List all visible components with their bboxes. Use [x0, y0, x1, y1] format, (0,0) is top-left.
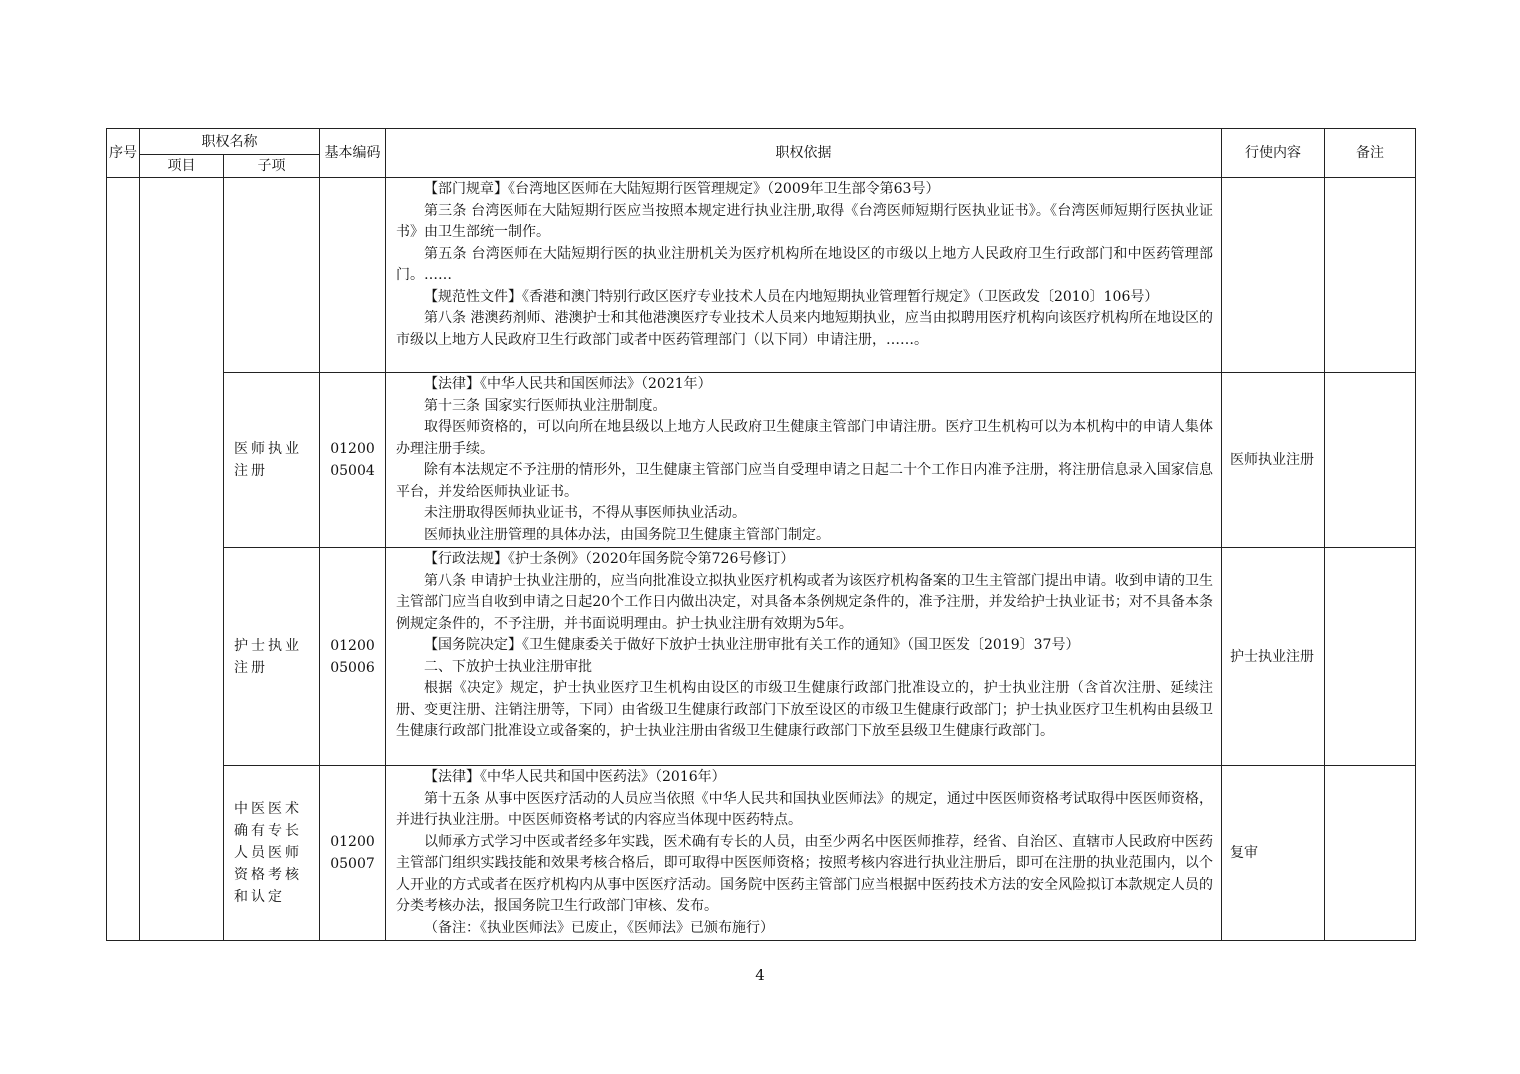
header-remark: 备注	[1325, 129, 1416, 178]
basis-paragraph: 第十五条 从事中医医疗活动的人员应当依照《中华人民共和国执业医师法》的规定，通过中医医师资格考试取得中医医师资格，并进行执业注册。中医医师资格考试的内容应当体现中医药特点。	[396, 790, 1213, 828]
basis-paragraph: 根据《决定》规定，护士执业医疗卫生机构由设区的市级卫生健康行政部门批准设立的，护士执业注册（含首次注册、延续注册、变更注册、注销注册等，下同）由省级卫生健康行政部门下放至设区的市级卫生健康行政部门；护士执业医疗卫生机构由县级卫生健康行政部门批准设立或备案的，护士执业注册由省级卫生健康行政部门下放至县级卫生健康行政部门。	[396, 680, 1213, 739]
code-cell	[320, 548, 386, 766]
subitem-cell	[224, 178, 320, 373]
remark-cell	[1325, 548, 1416, 766]
code-cell	[320, 178, 386, 373]
basis-paragraph: 第八条 申请护士执业注册的，应当向批准设立拟执业医疗机构或者为该医疗机构备案的卫生主管部门提出申请。收到申请的卫生主管部门应当自收到申请之日起20个工作日内做出决定，对具备本条例规定条件的，准予注册，并发给护士执业证书；对不具备本条例规定条件的，不予注册，并书面说明理由。护士执业注册有效期为5年。	[396, 572, 1213, 632]
basis-paragraph: 取得医师资格的，可以向所在地县级以上地方人民政府卫生健康主管部门申请注册。医疗卫生机构可以为本机构中的申请人集体办理注册手续。	[396, 419, 1213, 457]
table-row	[107, 766, 1416, 941]
seq-cell	[107, 178, 140, 941]
basis-paragraph: 【法律】《中华人民共和国医师法》（2021年）	[424, 376, 712, 392]
basis-paragraph: 除有本法规定不予注册的情形外，卫生健康主管部门应当自受理申请之日起二十个工作日内准予注册，将注册信息录入国家信息平台，并发给医师执业证书。	[396, 462, 1213, 500]
authority-table	[106, 128, 1416, 941]
code-cell	[320, 373, 386, 548]
code-value: 0120005007	[330, 834, 375, 872]
basis-paragraph: 【法律】《中华人民共和国中医药法》（2016年）	[424, 769, 726, 785]
basis-paragraph: 【部门规章】《台湾地区医师在大陆短期行医管理规定》（2009年卫生部令第63号）	[424, 181, 940, 197]
basis-cell	[386, 766, 1222, 941]
code-value: 0120005006	[330, 637, 375, 676]
header-basis: 职权依据	[386, 129, 1222, 178]
basis-paragraph: 第八条 港澳药剂师、港澳护士和其他港澳医疗专业技术人员来内地短期执业，应当由拟聘用医疗机构向该医疗机构所在地设区的市级以上地方人民政府卫生行政部门或者中医药管理部门（以下同）申请注册，……。	[396, 310, 1213, 348]
header-content: 行使内容	[1222, 129, 1325, 178]
subitem-cell: 医师执业注册	[224, 373, 320, 548]
code-cell	[320, 766, 386, 941]
code-value: 0120005004	[330, 441, 375, 479]
basis-paragraph: 医师执业注册管理的具体办法，由国务院卫生健康主管部门制定。	[424, 526, 830, 543]
content-cell: 护士执业注册	[1222, 548, 1325, 766]
table-row	[107, 373, 1416, 548]
header-name-group: 职权名称	[140, 129, 320, 155]
header-subitem: 子项	[224, 155, 320, 178]
page-number: 4	[755, 966, 765, 984]
basis-paragraph: 第五条 台湾医师在大陆短期行医的执业注册机关为医疗机构所在地设区的市级以上地方人民政府卫生行政部门和中医药管理部门。……	[396, 245, 1213, 283]
content-cell: 医师执业注册	[1222, 373, 1325, 548]
table-row	[107, 178, 1416, 373]
subitem-cell: 护士执业注册	[224, 548, 320, 766]
basis-paragraph: 二、下放护士执业注册审批	[424, 658, 592, 675]
basis-cell	[386, 178, 1222, 373]
basis-cell	[386, 548, 1222, 766]
basis-paragraph: 【行政法规】《护士条例》（2020年国务院令第726号修订）	[424, 551, 795, 567]
table-row	[107, 548, 1416, 766]
content-cell	[1222, 178, 1325, 373]
subitem-cell: 中医医术确有专长人员医师资格考核和认定	[224, 766, 320, 941]
basis-paragraph: （备注：《执业医师法》已废止，《医师法》已颁布施行）	[424, 919, 774, 936]
basis-paragraph: 第十三条 国家实行医师执业注册制度。	[424, 397, 667, 414]
remark-cell	[1325, 766, 1416, 941]
header-seq: 序号	[107, 129, 140, 178]
header-item: 项目	[140, 155, 224, 178]
item-cell	[140, 178, 224, 941]
basis-paragraph: 第三条 台湾医师在大陆短期行医应当按照本规定进行执业注册,取得《台湾医师短期行医执业证书》。《台湾医师短期行医执业证书》由卫生部统一制作。	[396, 202, 1213, 240]
basis-paragraph: 未注册取得医师执业证书，不得从事医师执业活动。	[424, 505, 746, 521]
basis-cell	[386, 373, 1222, 548]
remark-cell	[1325, 373, 1416, 548]
remark-cell	[1325, 178, 1416, 373]
content-cell: 复审	[1222, 766, 1325, 941]
basis-paragraph: 【规范性文件】《香港和澳门特别行政区医疗专业技术人员在内地短期执业管理暂行规定》（卫医政发〔2010〕106号）	[424, 288, 1159, 305]
basis-paragraph: 以师承方式学习中医或者经多年实践，医术确有专长的人员，由至少两名中医医师推荐，经省、自治区、直辖市人民政府中医药主管部门组织实践技能和效果考核合格后，即可取得中医医师资格；按照考核内容进行执业注册后，即可在注册的执业范围内，以个人开业的方式或者在医疗机构内从事中医医疗活动。国务院中医药主管部门应当根据中医药技术方法的安全风险拟订本款规定人员的分类考核办法，报国务院卫生行政部门审核、发布。	[396, 833, 1213, 914]
basis-paragraph: 【国务院决定】《卫生健康委关于做好下放护士执业注册审批有关工作的通知》（国卫医发〔2019〕37号）	[424, 637, 1080, 653]
header-code: 基本编码	[320, 129, 386, 178]
